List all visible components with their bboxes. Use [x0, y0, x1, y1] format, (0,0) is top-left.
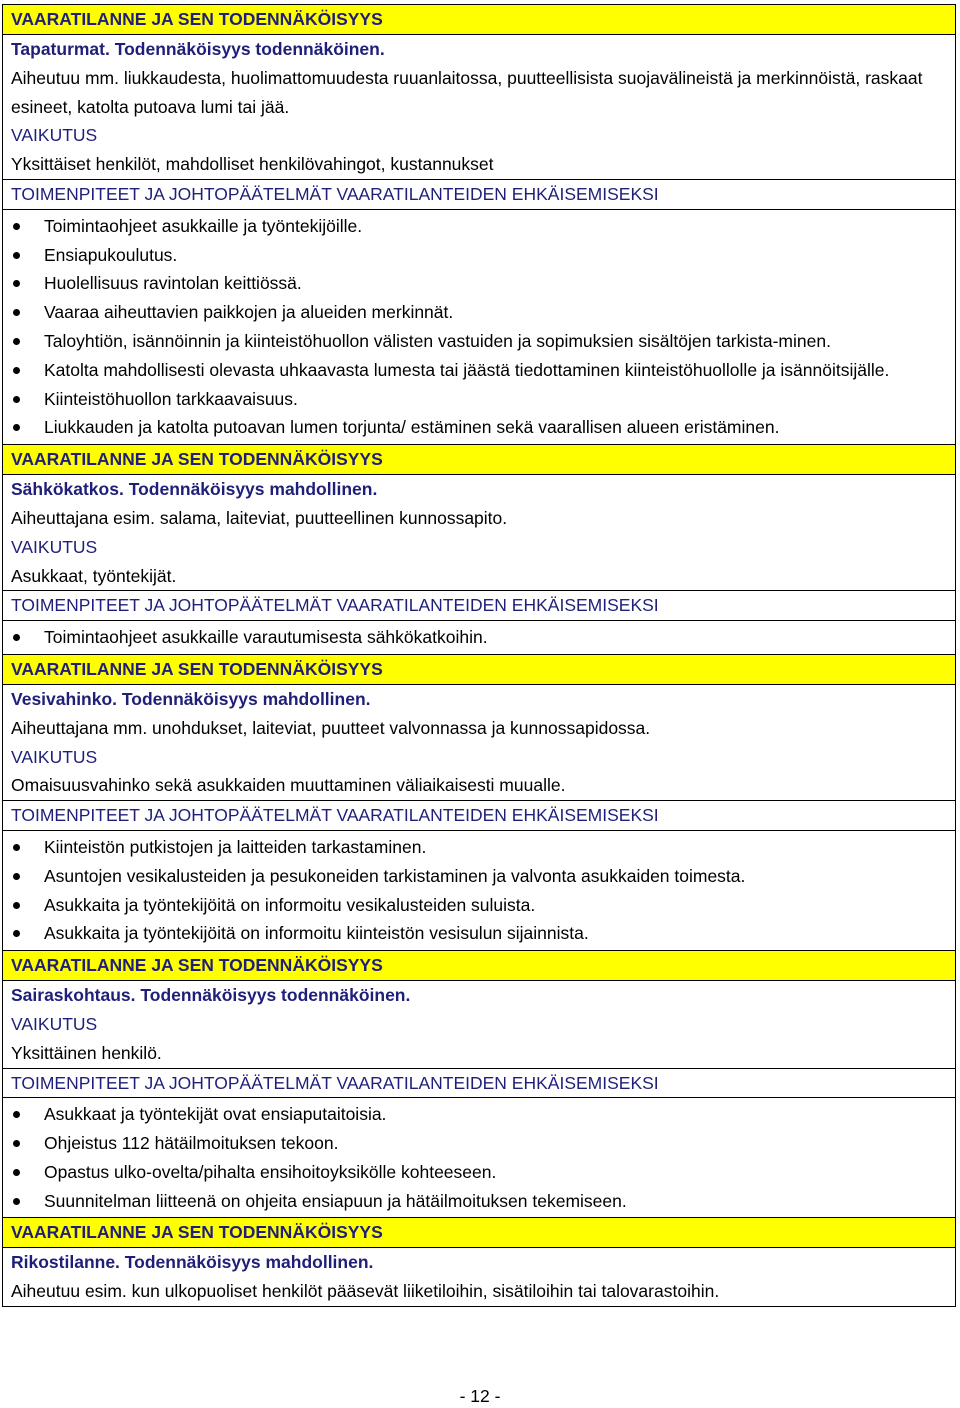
section-header-row — [3, 654, 956, 684]
list-item: Vaaraa aiheuttavien paikkojen ja alueiden merkinnät. — [11, 298, 947, 327]
section-header: VAARATILANNE JA SEN TODENNÄKÖISYYS — [3, 654, 956, 684]
section-body — [3, 35, 956, 180]
section-body — [3, 475, 956, 591]
list-item: Asukkaita ja työntekijöitä on informoitu kiinteistön vesisulun sijainnista. — [11, 919, 947, 948]
list-item: Toimintaohjeet asukkaille varautumisesta sähkökatkoihin. — [11, 623, 947, 652]
effect-text: Yksittäinen henkilö. — [11, 1042, 162, 1063]
measures-cell — [3, 1098, 956, 1218]
measures-list-row — [3, 830, 956, 950]
list-item: Liukkauden ja katolta putoavan lumen torjunta/ estäminen sekä vaarallisen alueen eristäminen. — [11, 413, 947, 442]
section-header-row — [3, 1218, 956, 1248]
section-body-row — [3, 981, 956, 1068]
risk-title: Tapaturmat. Todennäköisyys todennäköinen. — [11, 39, 385, 59]
measures-cell — [3, 830, 956, 950]
effect-label: VAIKUTUS — [11, 746, 98, 767]
effect-label: VAIKUTUS — [11, 125, 98, 146]
measures-label-row — [3, 591, 956, 621]
measures-label: TOIMENPITEET JA JOHTOPÄÄTELMÄT VAARATILANTEIDEN EHKÄISEMISEKSI — [3, 1068, 956, 1098]
measures-label-row — [3, 1068, 956, 1098]
list-item: Asukkaita ja työntekijöitä on informoitu vesikalusteiden suluista. — [11, 891, 947, 920]
measures-list — [11, 1098, 947, 1217]
measures-cell — [3, 621, 956, 655]
measures-list — [11, 621, 947, 654]
list-item: Kiinteistön putkistojen ja laitteiden tarkastaminen. — [11, 833, 947, 862]
measures-list — [11, 210, 947, 444]
risk-title: Sähkökatkos. Todennäköisyys mahdollinen. — [11, 479, 378, 500]
section-header: VAARATILANNE JA SEN TODENNÄKÖISYYS — [3, 1218, 956, 1248]
measures-label: TOIMENPITEET JA JOHTOPÄÄTELMÄT VAARATILANTEIDEN EHKÄISEMISEKSI — [3, 801, 956, 831]
effect-text: Yksittäiset henkilöt, mahdolliset henkilövahingot, kustannukset — [11, 154, 494, 175]
section-header-row — [3, 951, 956, 981]
risk-assessment-table — [2, 4, 956, 1307]
measures-label: TOIMENPITEET JA JOHTOPÄÄTELMÄT VAARATILANTEIDEN EHKÄISEMISEKSI — [3, 179, 956, 209]
section-header: VAARATILANNE JA SEN TODENNÄKÖISYYS — [3, 5, 956, 35]
measures-label-row — [3, 179, 956, 209]
effect-text: Omaisuusvahinko sekä asukkaiden muuttaminen väliaikaisesti muualle. — [11, 775, 566, 796]
measures-list-row — [3, 621, 956, 655]
section-header: VAARATILANNE JA SEN TODENNÄKÖISYYS — [3, 445, 956, 475]
risk-title: Rikostilanne. Todennäköisyys mahdollinen. — [11, 1252, 374, 1273]
list-item: Ensiapukoulutus. — [11, 241, 947, 270]
risk-cause: Aiheutuu mm. liukkaudesta, huolimattomuudesta ruuanlaitossa, puutteellisista suojavälineistä ja merkinnöistä, raskaat esineet, katolta putoava lumi tai jää. — [11, 67, 923, 117]
page-number: - 12 - — [459, 1386, 501, 1406]
list-item: Suunnitelman liitteenä on ohjeita ensiapuun ja hätäilmoituksen tekemiseen. — [11, 1187, 947, 1216]
measures-label: TOIMENPITEET JA JOHTOPÄÄTELMÄT VAARATILANTEIDEN EHKÄISEMISEKSI — [3, 591, 956, 621]
section-body-row — [3, 1248, 956, 1307]
section-header-row — [3, 445, 956, 475]
list-item: Asukkaat ja työntekijät ovat ensiaputaitoisia. — [11, 1100, 947, 1129]
list-item: Katolta mahdollisesti olevasta uhkaavasta lumesta tai jäästä tiedottaminen kiinteistöhuollolle ja isännöitsijälle. — [11, 356, 947, 385]
risk-cause: Aiheuttajana mm. unohdukset, laiteviat, puutteet valvonnassa ja kunnossapidossa. — [11, 717, 651, 738]
section-body — [3, 1248, 956, 1307]
section-body-row — [3, 475, 956, 591]
section-body — [3, 684, 956, 800]
measures-cell — [3, 209, 956, 444]
list-item: Toimintaohjeet asukkaille ja työntekijöille. — [11, 212, 947, 241]
list-item: Opastus ulko-ovelta/pihalta ensihoitoyksikölle kohteeseen. — [11, 1158, 947, 1187]
measures-list — [11, 831, 947, 950]
list-item: Huolellisuus ravintolan keittiössä. — [11, 269, 947, 298]
section-body-row — [3, 684, 956, 800]
risk-cause: Aiheutuu esim. kun ulkopuoliset henkilöt pääsevät liiketiloihin, sisätiloihin tai talovarastoihin. — [11, 1281, 720, 1302]
effect-label: VAIKUTUS — [11, 1013, 98, 1034]
measures-label-row — [3, 801, 956, 831]
list-item: Asuntojen vesikalusteiden ja pesukoneiden tarkistaminen ja valvonta asukkaiden toimesta. — [11, 862, 947, 891]
list-item: Kiinteistöhuollon tarkkaavaisuus. — [11, 385, 947, 414]
section-body — [3, 981, 956, 1068]
risk-title: Sairaskohtaus. Todennäköisyys todennäköinen. — [11, 985, 411, 1006]
list-item: Ohjeistus 112 hätäilmoituksen tekoon. — [11, 1129, 947, 1158]
list-item: Taloyhtiön, isännöinnin ja kiinteistöhuollon välisten vastuiden ja sopimuksien sisältöjen tarkista-minen. — [11, 327, 947, 356]
section-header-row — [3, 5, 956, 35]
section-header: VAARATILANNE JA SEN TODENNÄKÖISYYS — [3, 951, 956, 981]
effect-text: Asukkaat, työntekijät. — [11, 565, 177, 586]
measures-list-row — [3, 1098, 956, 1218]
measures-list-row — [3, 209, 956, 444]
effect-label: VAIKUTUS — [11, 536, 98, 557]
risk-cause: Aiheuttajana esim. salama, laiteviat, puutteellinen kunnossapito. — [11, 507, 508, 528]
risk-title: Vesivahinko. Todennäköisyys mahdollinen. — [11, 688, 371, 709]
section-body-row — [3, 35, 956, 180]
